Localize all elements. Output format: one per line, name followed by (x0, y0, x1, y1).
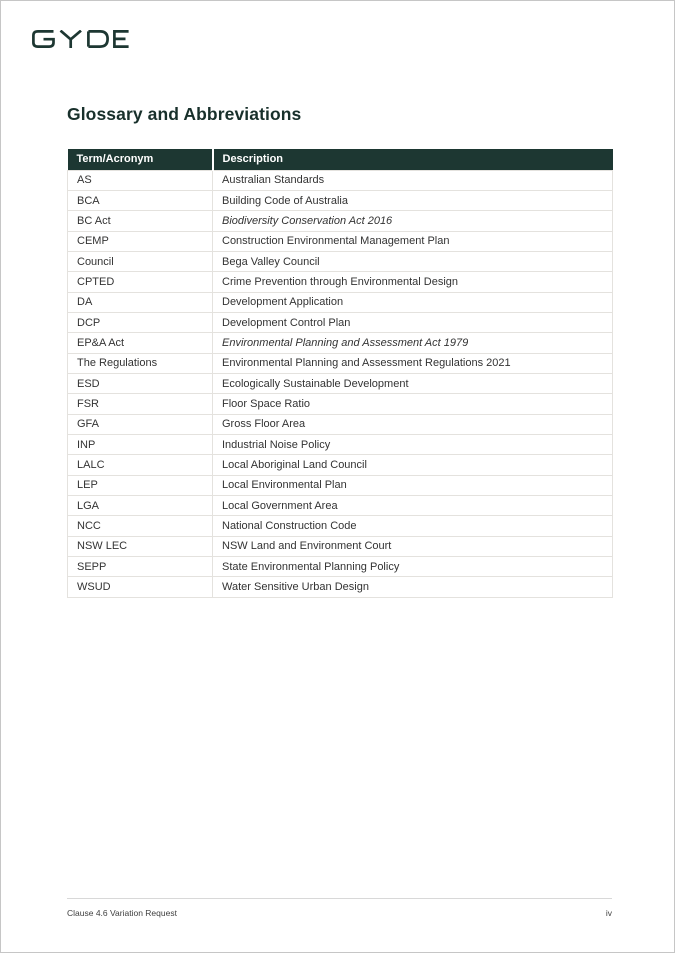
term-cell: AS (68, 170, 213, 190)
term-cell: LEP (68, 475, 213, 495)
glossary-table-body (68, 170, 613, 597)
term-cell: Council (68, 251, 213, 271)
table-row (68, 231, 613, 251)
description-cell: Environmental Planning and Assessment Act 1979 (213, 333, 613, 353)
description-cell: Environmental Planning and Assessment Regulations 2021 (213, 353, 613, 373)
description-cell: Industrial Noise Policy (213, 434, 613, 454)
description-cell: Development Application (213, 292, 613, 312)
table-row (68, 557, 613, 577)
term-cell: GFA (68, 414, 213, 434)
column-header-term: Term/Acronym (68, 149, 213, 170)
table-row (68, 190, 613, 210)
table-row (68, 475, 613, 495)
term-cell: FSR (68, 394, 213, 414)
term-cell: LGA (68, 496, 213, 516)
table-row (68, 272, 613, 292)
footer-document-title: Clause 4.6 Variation Request (67, 908, 177, 918)
table-row (68, 536, 613, 556)
description-cell: Bega Valley Council (213, 251, 613, 271)
term-cell: INP (68, 434, 213, 454)
footer-page-number: iv (605, 908, 612, 918)
term-cell: NCC (68, 516, 213, 536)
table-row (68, 414, 613, 434)
description-cell: Gross Floor Area (213, 414, 613, 434)
table-row (68, 251, 613, 271)
glossary-table (67, 149, 613, 598)
table-row (68, 211, 613, 231)
term-cell: WSUD (68, 577, 213, 597)
gyde-logo (32, 30, 130, 48)
header-row (68, 149, 613, 170)
column-header-description: Description (213, 149, 613, 170)
term-cell: The Regulations (68, 353, 213, 373)
description-cell: NSW Land and Environment Court (213, 536, 613, 556)
description-cell: Australian Standards (213, 170, 613, 190)
description-cell: Crime Prevention through Environmental Design (213, 272, 613, 292)
term-cell: LALC (68, 455, 213, 475)
table-row (68, 170, 613, 190)
description-cell: Development Control Plan (213, 312, 613, 332)
term-cell: BCA (68, 190, 213, 210)
description-cell: Floor Space Ratio (213, 394, 613, 414)
table-row (68, 373, 613, 393)
term-cell: BC Act (68, 211, 213, 231)
description-cell: Construction Environmental Management Plan (213, 231, 613, 251)
term-cell: CPTED (68, 272, 213, 292)
description-cell: Building Code of Australia (213, 190, 613, 210)
term-cell: ESD (68, 373, 213, 393)
glossary-table-header (68, 149, 613, 170)
description-cell: Ecologically Sustainable Development (213, 373, 613, 393)
term-cell: DCP (68, 312, 213, 332)
footer-divider (67, 898, 612, 899)
page-title: Glossary and Abbreviations (67, 104, 302, 124)
table-row (68, 292, 613, 312)
table-row (68, 516, 613, 536)
term-cell: EP&A Act (68, 333, 213, 353)
term-cell: CEMP (68, 231, 213, 251)
brand-text (1, 1, 2, 2)
term-cell: DA (68, 292, 213, 312)
description-cell: Local Aboriginal Land Council (213, 455, 613, 475)
description-cell: Biodiversity Conservation Act 2016 (213, 211, 613, 231)
table-row (68, 434, 613, 454)
term-cell: NSW LEC (68, 536, 213, 556)
description-cell: National Construction Code (213, 516, 613, 536)
table-row (68, 455, 613, 475)
description-cell: Local Government Area (213, 496, 613, 516)
table-row (68, 333, 613, 353)
description-cell: Local Environmental Plan (213, 475, 613, 495)
description-cell: Water Sensitive Urban Design (213, 577, 613, 597)
table-row (68, 577, 613, 597)
table-row (68, 394, 613, 414)
description-cell: State Environmental Planning Policy (213, 557, 613, 577)
term-cell: SEPP (68, 557, 213, 577)
table-row (68, 353, 613, 373)
table-row (68, 496, 613, 516)
table-row (68, 312, 613, 332)
